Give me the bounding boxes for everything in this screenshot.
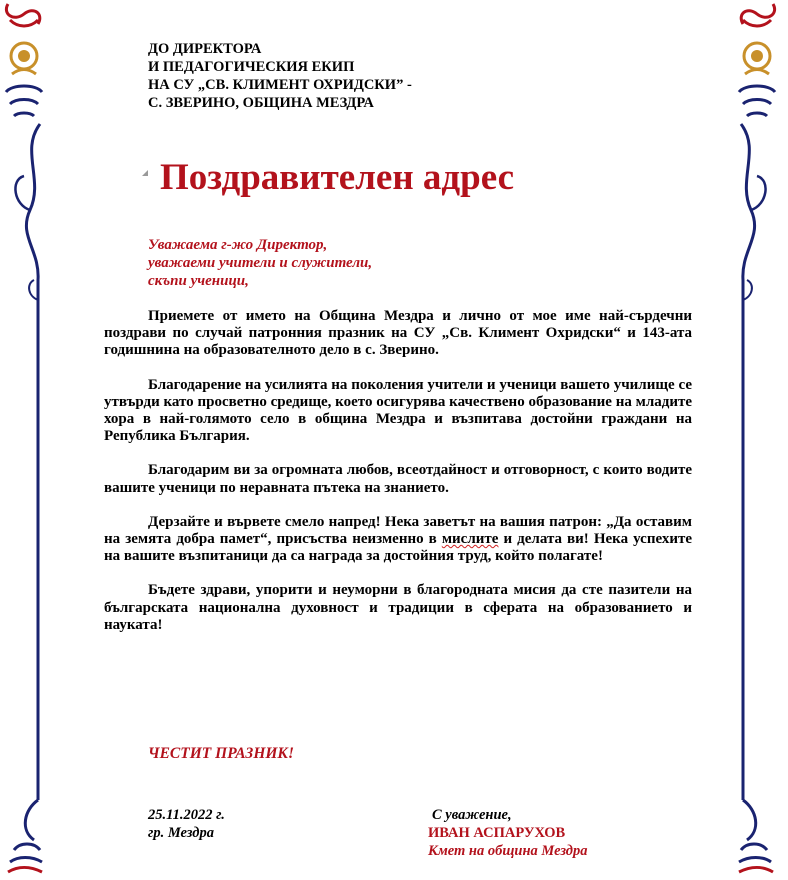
letter-body [104,308,692,651]
spellcheck-word[interactable]: мислите [441,531,499,548]
date-place-block [148,806,225,842]
signature-name: ИВАН АСПАРУХОВ [428,825,566,841]
signature-block [428,806,588,860]
paragraph-marker-icon [142,170,148,176]
paragraph: Бъдете здрави, упорити и неуморни в благородната мисия да сте пазители на българската национална духовност и традиции в сферата на образованието и науката! [104,582,692,633]
document-title: Поздравителен адрес [160,157,515,198]
recipient-line: С. ЗВЕРИНО, ОБЩИНА МЕЗДРА [148,95,374,111]
paragraph: Приемете от името на Община Мездра и лично от мое име най-сърдечни поздрави по случай патронния празник на СУ „Св. Климент Охридски“ и 143-ата годишнина на образователното дело в с. Зверино. [104,308,692,359]
salutation-line: Уважаема г-жо Директор, [148,237,328,253]
salutation-block [148,236,372,290]
paragraph [104,514,692,566]
signature-greeting: С уважение, [432,807,512,823]
paragraph: Благодарим ви за огромната любов, всеотдайност и отговорност, с които водите вашите ученици по неравната пътека на знанието. [104,462,692,496]
recipient-line: ДО ДИРЕКТОРА [148,41,262,57]
paragraph: Благодарение на усилията на поколения учители и ученици вашето училище се утвърди като просветно средище, което осигурява качествено образование на младите хора в най-голямото село в община Мездра и възпитава достойни граждани на Република България. [104,376,692,445]
place: гр. Мездра [148,825,214,841]
recipient-line: НА СУ „СВ. КЛИМЕНТ ОХРИДСКИ” - [148,77,412,93]
ornament-border-right [733,0,781,875]
salutation-line: скъпи ученици, [148,273,249,289]
recipient-line: И ПЕДАГОГИЧЕСКИЯ ЕКИП [148,59,355,75]
paragraph-text: Дерзайте и вървете смело напред! Нека заветът на вашия патрон: „Да оставим на земята добра памет“, присъства неизменно в [104,513,692,548]
ornament-border-left [0,0,48,875]
celebration-line: ЧЕСТИТ ПРАЗНИК! [148,745,294,762]
signature-role: Кмет на община Мездра [428,843,588,859]
date: 25.11.2022 г. [148,807,225,823]
recipient-block [148,40,412,112]
salutation-line: уважаеми учители и служители, [148,255,373,271]
paragraph-text: и делата ви! Нека успехите на вашите възпитаници да са награда за достойния труд, който полагате! [104,531,692,565]
